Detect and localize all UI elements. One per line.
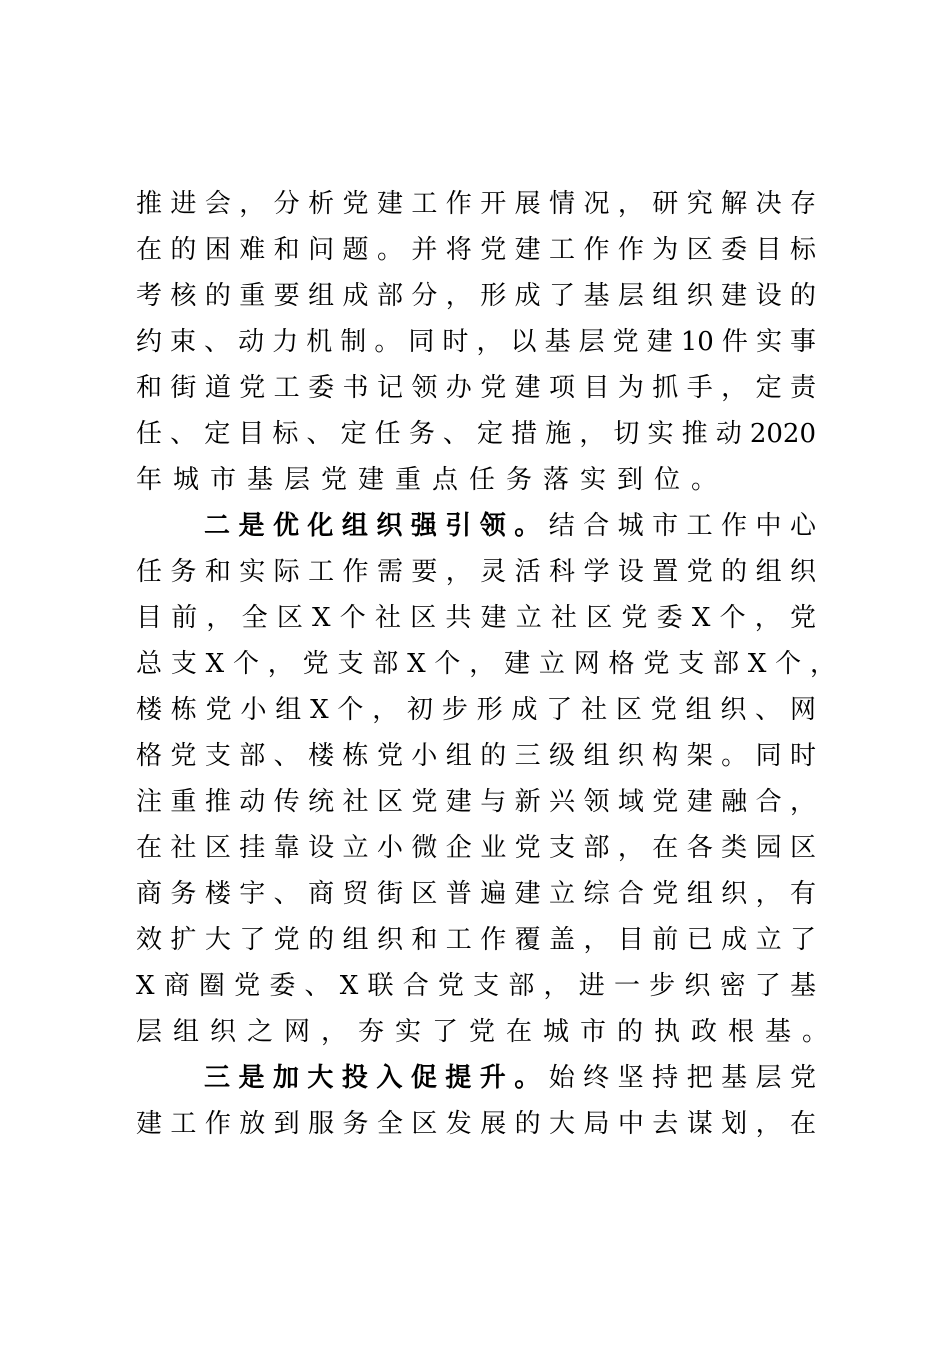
- body-text-line: 目前，全区X个社区共建立社区党委X个，党: [136, 603, 816, 633]
- body-text-line: 约束、动力机制。同时，以基层党建10件实事: [136, 327, 816, 357]
- body-text-span: 结合城市工作中心: [548, 511, 816, 541]
- body-text-line: 注重推动传统社区党建与新兴领域党建融合，: [136, 787, 816, 817]
- body-text-line: 在的困难和问题。并将党建工作作为区委目标: [136, 235, 816, 265]
- body-text-line: 在社区挂靠设立小微企业党支部，在各类园区: [136, 833, 816, 863]
- body-text-line: 楼栋党小组X个，初步形成了社区党组织、网: [136, 695, 816, 725]
- paragraph-heading: 二是优化组织强引领。: [204, 511, 549, 541]
- body-text-span: 始终坚持把基层党: [548, 1063, 816, 1093]
- body-text-line: 年城市基层党建重点任务落实到位。: [136, 465, 729, 495]
- body-text-line: 任、定目标、定任务、定措施，切实推动2020: [136, 419, 816, 449]
- paragraph-heading: 三是加大投入促提升。: [204, 1063, 549, 1093]
- body-text-line: 商务楼宇、商贸街区普遍建立综合党组织，有: [136, 879, 816, 909]
- body-text-line: 和街道党工委书记领办党建项目为抓手，定责: [136, 373, 816, 403]
- body-text-line: 总支X个，党支部X个，建立网格党支部X个，: [136, 649, 836, 679]
- body-text-line: X商圈党委、X联合党支部，进一步织密了基: [136, 971, 816, 1001]
- body-text-line: 格党支部、楼栋党小组的三级组织构架。同时: [136, 741, 816, 771]
- paragraph-first-line: [204, 1060, 816, 1096]
- body-text-line: 层组织之网，夯实了党在城市的执政根基。: [136, 1017, 840, 1047]
- body-text-line: 建工作放到服务全区发展的大局中去谋划，在: [136, 1109, 816, 1139]
- paragraph-first-line: [204, 508, 816, 544]
- body-text-line: 效扩大了党的组织和工作覆盖，目前已成立了: [136, 925, 816, 955]
- body-text-line: 推进会，分析党建工作开展情况，研究解决存: [136, 189, 816, 219]
- body-text-line: 任务和实际工作需要，灵活科学设置党的组织: [136, 557, 816, 587]
- body-text-line: 考核的重要组成部分，形成了基层组织建设的: [136, 281, 816, 311]
